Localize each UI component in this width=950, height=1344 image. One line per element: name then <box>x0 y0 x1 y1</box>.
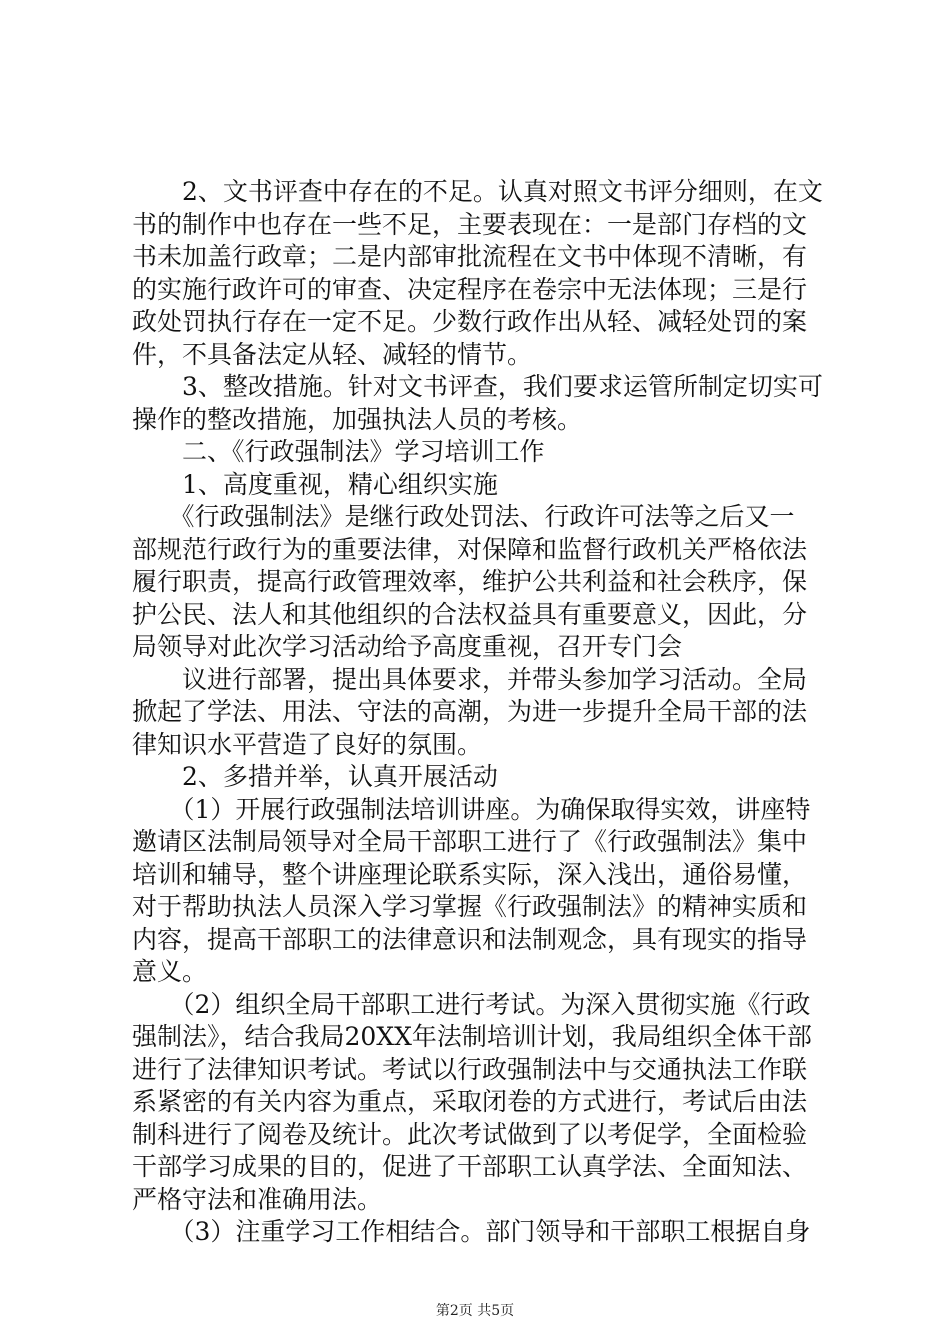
text-line: 2、多措并举，认真开展活动 <box>132 762 498 791</box>
text-line: 培训和辅导，整个讲座理论联系实际，深入浅出，通俗易懂， <box>132 859 808 889</box>
text-line: 件，不具备法定从轻、减轻的情节。 <box>132 339 533 369</box>
text-line: （1）开展行政强制法培训讲座。为确保取得实效，讲座特 <box>132 794 811 824</box>
text-line: 系紧密的有关内容为重点，采取闭卷的方式进行，考试后由法 <box>132 1087 808 1116</box>
text-line: 进行了法律知识考试。考试以行政强制法中与交通执法工作联 <box>132 1054 808 1084</box>
text-line: 的实施行政许可的审查、决定程序在卷宗中无法体现；三是行 <box>132 274 808 304</box>
text-line: 二、《行政强制法》学习培训工作 <box>132 437 545 466</box>
text-line: 政处罚执行存在一定不足。少数行政作出从轻、减轻处罚的案 <box>132 307 808 336</box>
text-line: 干部学习成果的目的，促进了干部职工认真学法、全面知法、 <box>132 1152 808 1181</box>
text-line: 履行职责，提高行政管理效率，维护公共利益和社会秩序，保 <box>132 567 808 596</box>
text-line: 操作的整改措施，加强执法人员的考核。 <box>132 404 583 434</box>
text-line: 局领导对此次学习活动给予高度重视，召开专门会 <box>132 632 683 661</box>
page-footer: 第2页 共5页 <box>435 1303 515 1319</box>
text-line: 制科进行了阅卷及统计。此次考试做到了以考促学，全面检验 <box>132 1119 808 1149</box>
text-line: 内容，提高干部职工的法律意识和法制观念，具有现实的指导 <box>132 924 808 954</box>
text-line: （2）组织全局干部职工进行考试。为深入贯彻实施《行政 <box>132 989 811 1019</box>
body-text <box>132 176 832 1249</box>
text-line: 邀请区法制局领导对全局干部职工进行了《行政强制法》集中 <box>132 827 808 856</box>
text-line: 议进行部署，提出具体要求，并带头参加学习活动。全局 <box>132 664 808 694</box>
text-line: 对于帮助执法人员深入学习掌握《行政强制法》的精神实质和 <box>132 892 808 921</box>
text-line: 《行政强制法》是继行政处罚法、行政许可法等之后又一 <box>132 502 795 531</box>
text-line: 律知识水平营造了良好的氛围。 <box>132 729 483 759</box>
text-line: 部规范行政行为的重要法律，对保障和监督行政机关严格依法 <box>132 534 808 564</box>
text-line: 3、整改措施。针对文书评查，我们要求运管所制定切实可 <box>132 372 823 401</box>
text-line: 掀起了学法、用法、守法的高潮，为进一步提升全局干部的法 <box>132 697 808 726</box>
text-line: 书的制作中也存在一些不足，主要表现在：一是部门存档的文 <box>132 209 808 239</box>
text-line: 强制法》，结合我局20XX年法制培训计划，我局组织全体干部 <box>132 1022 812 1051</box>
text-line: （3）注重学习工作相结合。部门领导和干部职工根据自身 <box>132 1217 811 1246</box>
text-line: 意义。 <box>132 957 208 986</box>
text-line: 2、文书评查中存在的不足。认真对照文书评分细则，在文 <box>132 177 823 206</box>
text-line: 书未加盖行政章；二是内部审批流程在文书中体现不清晰，有 <box>132 242 808 271</box>
text-line: 严格守法和准确用法。 <box>132 1184 383 1214</box>
text-line: 护公民、法人和其他组织的合法权益具有重要意义，因此，分 <box>132 599 808 629</box>
text-line: 1、高度重视，精心组织实施 <box>132 469 498 499</box>
